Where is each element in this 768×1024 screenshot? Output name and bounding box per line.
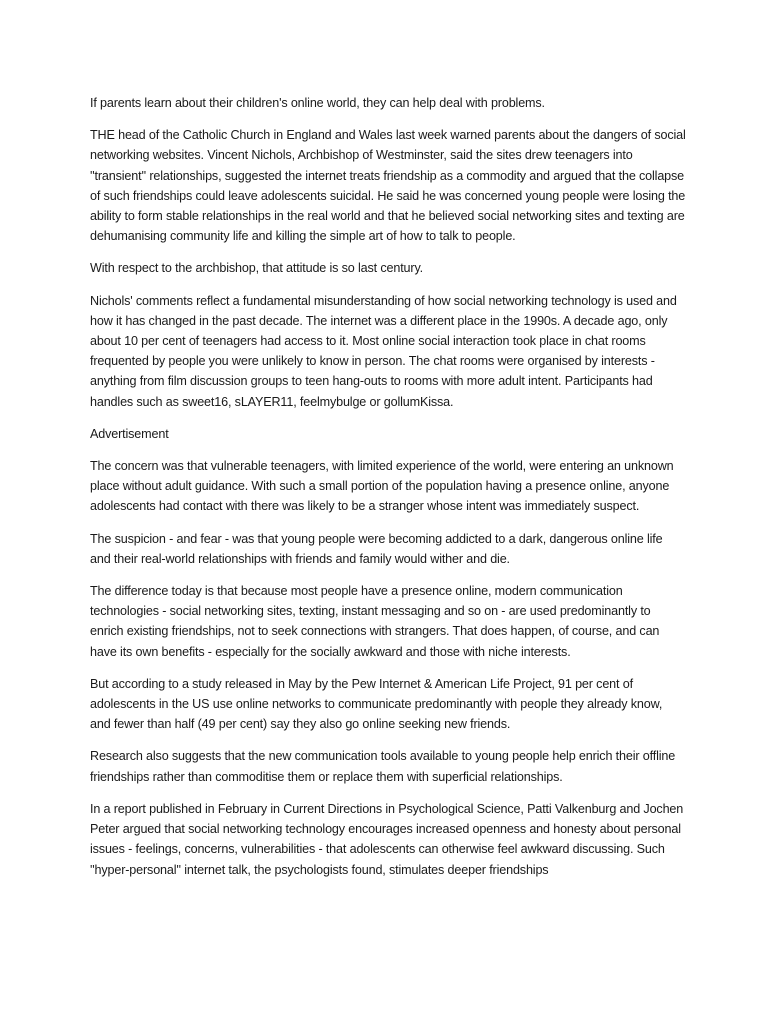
paragraph: If parents learn about their children's online world, they can help deal with problems. (90, 96, 545, 110)
advertisement-label: Advertisement (90, 426, 169, 441)
document-page (90, 93, 686, 892)
paragraph: Research also suggests that the new communication tools available to young people help enrich their offline friendships rather than commoditise them or replace them with superficial relationships. (90, 749, 676, 784)
paragraph: The concern was that vulnerable teenagers, with limited experience of the world, were entering an unknown place without adult guidance. With such a small portion of the population having a presence online, anyone adolescents had contact with there was likely to be a stranger whose intent was immediately suspect. (90, 459, 674, 514)
paragraph: The suspicion - and fear - was that young people were becoming addicted to a dark, dangerous online life and their real-world relationships with friends and family would wither and die. (90, 531, 663, 566)
paragraph: In a report published in February in Current Directions in Psychological Science, Patti Valkenburg and Jochen Peter argued that social networking technology encourages increased openness and honesty about personal issues - feelings, concerns, vulnerabilities - that adolescents can otherwise feel awkward discussing. Such ''hyper-personal'' internet talk, the psychologists found, stimulates deeper friendships (90, 801, 684, 877)
paragraph: The difference today is that because most people have a presence online, modern communication technologies - social networking sites, texting, instant messaging and so on - are used predominantly to enrich existing friendships, not to seek connections with strangers. That does happen, of course, and can have its own benefits - especially for the socially awkward and those with niche interests. (90, 584, 660, 659)
paragraph: But according to a study released in May by the Pew Internet & American Life Project, 91 per cent of adolescents in the US use online networks to communicate predominantly with people they already know, and fewer than half (49 per cent) say they also go online seeking new friends. (90, 676, 663, 732)
paragraph: THE head of the Catholic Church in England and Wales last week warned parents about the dangers of social networking websites. Vincent Nichols, Archbishop of Westminster, said the sites drew teenagers into ''transient'' relationships, suggested the internet treats friendship as a commodity and argued that the collapse of such friendships could leave adolescents suicidal. He said he was concerned young people were losing the ability to form stable relationships in the real world and that he believed social networking sites and texting are dehumanising community life and killing the simple art of how to talk to people. (90, 128, 686, 244)
paragraph: With respect to the archbishop, that attitude is so last century. (90, 261, 424, 276)
paragraph: Nichols' comments reflect a fundamental misunderstanding of how social networking technology is used and how it has changed in the past decade. The internet was a different place in the 1990s. A decade ago, only about 10 per cent of teenagers had access to it. Most online social interaction took place in chat rooms frequented by people you were unlikely to know in person. The chat rooms were organised by interests - anything from film discussion groups to teen hang-outs to rooms with more adult intent. Participants had handles such as sweet16, sLAYER11, feelmybulge or gollumKissa. (90, 293, 677, 409)
